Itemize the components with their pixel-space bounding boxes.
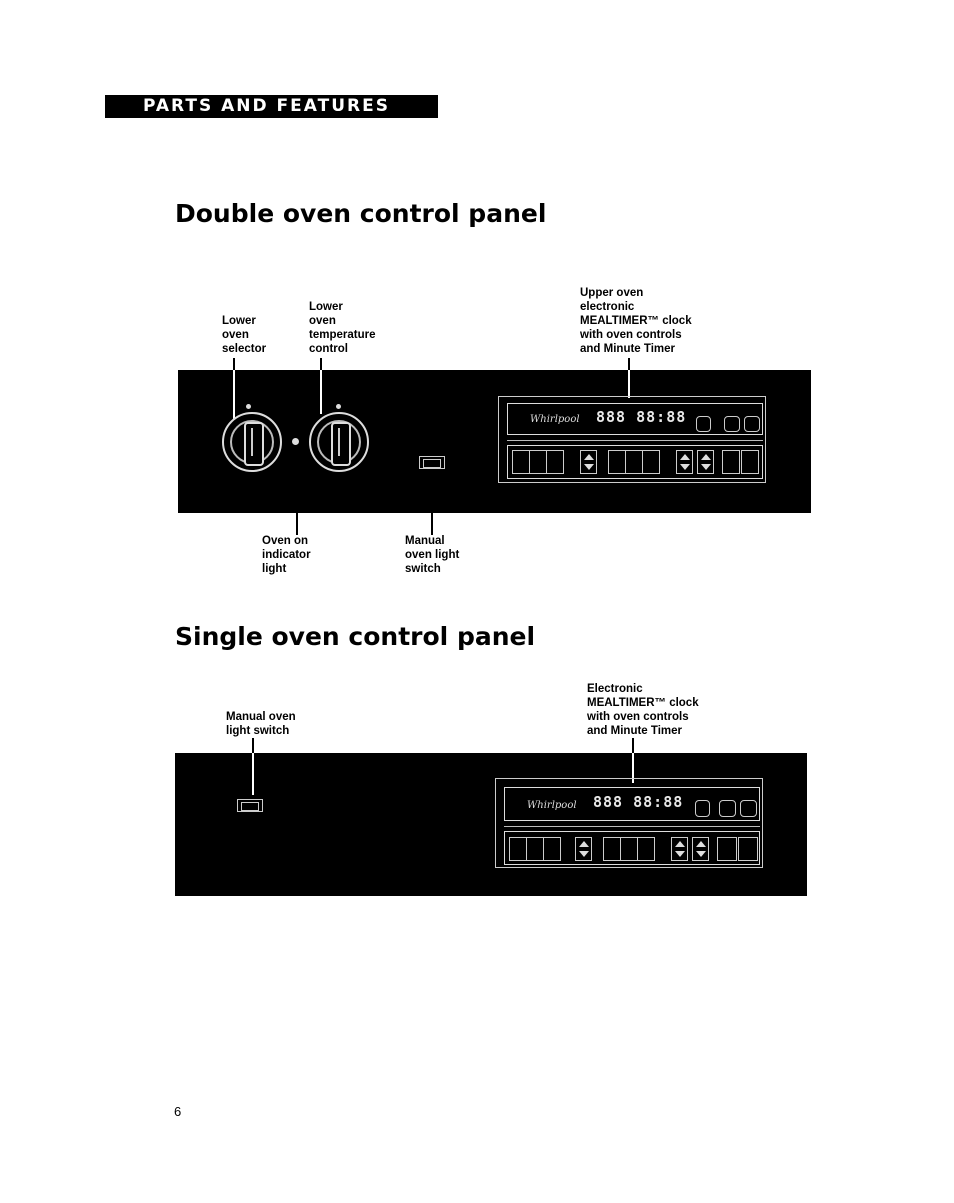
stop-time-button[interactable]: [642, 450, 660, 474]
manual-oven-light-switch[interactable]: [237, 799, 263, 812]
section-banner: PARTS AND FEATURES: [105, 95, 438, 118]
manual-oven-light-switch[interactable]: [419, 456, 445, 469]
start-button[interactable]: [722, 450, 740, 474]
control-keypad: [504, 831, 760, 865]
hour-arrows[interactable]: [676, 450, 693, 474]
leader-line: [296, 513, 298, 535]
leader-line: [252, 738, 254, 753]
leader-line: [252, 753, 254, 795]
leader-line: [233, 370, 235, 422]
double-panel-heading: Double oven control panel: [175, 199, 547, 228]
temperature-arrows[interactable]: [580, 450, 597, 474]
electronic-clock: [495, 778, 763, 868]
upper-oven-electronic-clock: [498, 396, 766, 483]
minute-arrows[interactable]: [692, 837, 709, 861]
indicator-dot: [336, 404, 341, 409]
callout-single-manual-light-switch: Manual oven light switch: [226, 711, 296, 737]
callout-lower-oven-temperature: Lower oven temperature control: [309, 301, 376, 355]
callout-lower-oven-selector: Lower oven selector: [222, 315, 267, 355]
delay-start-button[interactable]: [625, 450, 643, 474]
timer-button[interactable]: [696, 416, 711, 432]
broil-button[interactable]: [526, 837, 544, 861]
control-keypad: [507, 445, 763, 479]
leader-line: [628, 370, 630, 398]
off-button[interactable]: [744, 416, 760, 432]
clock-display-area: [504, 787, 760, 821]
divider: [504, 826, 760, 827]
whirlpool-logo: Whirlpool: [527, 800, 577, 811]
stop-time-button[interactable]: [637, 837, 655, 861]
leader-line: [320, 358, 322, 370]
timer-button[interactable]: [695, 800, 710, 817]
leader-line: [320, 370, 322, 414]
divider: [507, 440, 763, 441]
cancel-button[interactable]: [741, 450, 759, 474]
set-button[interactable]: [724, 416, 740, 432]
temperature-arrows[interactable]: [575, 837, 592, 861]
broil-button[interactable]: [529, 450, 547, 474]
callout-manual-light-switch: Manual oven light switch: [405, 535, 460, 575]
off-button[interactable]: [740, 800, 757, 817]
single-oven-control-panel: [175, 753, 807, 896]
leader-line: [632, 738, 634, 753]
bake-button[interactable]: [509, 837, 527, 861]
delay-start-button[interactable]: [620, 837, 638, 861]
double-oven-control-panel: [178, 370, 811, 513]
single-panel-heading: Single oven control panel: [175, 622, 536, 651]
start-button[interactable]: [717, 837, 737, 861]
cancel-button[interactable]: [738, 837, 758, 861]
bake-button[interactable]: [512, 450, 530, 474]
lower-oven-selector-knob[interactable]: [222, 412, 282, 472]
leader-line: [628, 358, 630, 370]
clock-digits: 888 88:88: [596, 408, 687, 426]
oven-on-indicator-light: [292, 438, 299, 445]
clean-button[interactable]: [546, 450, 564, 474]
set-button[interactable]: [719, 800, 736, 817]
clock-display-area: [507, 403, 763, 435]
cook-time-button[interactable]: [608, 450, 626, 474]
lower-oven-temperature-knob[interactable]: [309, 412, 369, 472]
callout-upper-oven-clock: Upper oven electronic MEALTIMER™ clock with oven controls and Minute Timer: [580, 287, 692, 355]
whirlpool-logo: Whirlpool: [530, 414, 580, 425]
page-number: 6: [174, 1104, 182, 1119]
callout-oven-on-indicator: Oven on indicator light: [262, 535, 311, 575]
hour-arrows[interactable]: [671, 837, 688, 861]
callout-single-electronic-clock: Electronic MEALTIMER™ clock with oven controls and Minute Timer: [587, 683, 699, 737]
cook-time-button[interactable]: [603, 837, 621, 861]
leader-line: [233, 358, 235, 370]
minute-arrows[interactable]: [697, 450, 714, 474]
indicator-dot: [246, 404, 251, 409]
clock-digits: 888 88:88: [593, 793, 684, 811]
leader-line: [431, 513, 433, 535]
clean-button[interactable]: [543, 837, 561, 861]
